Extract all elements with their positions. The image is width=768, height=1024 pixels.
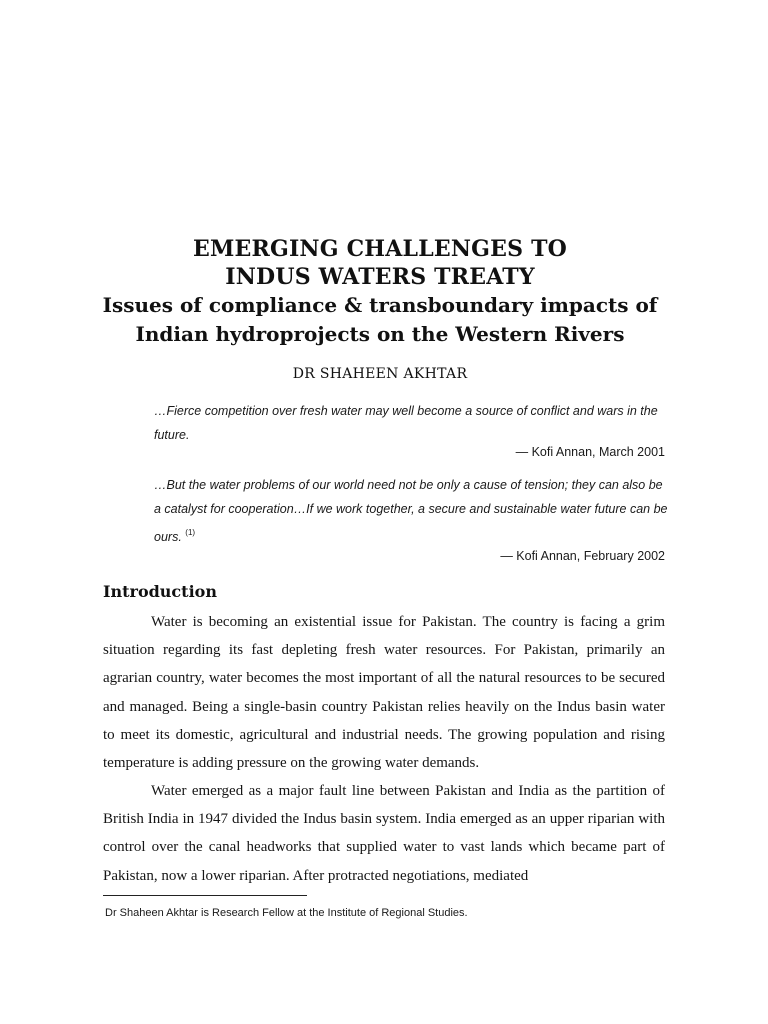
subtitle-line-1: Issues of compliance & transboundary impacts of	[102, 293, 658, 317]
footnote-divider	[103, 895, 307, 896]
epigraph-1-text: …Fierce competition over fresh water may well become a source of conflict and wars in the future.	[154, 404, 658, 442]
paragraph-2: Water emerged as a major fault line between Pakistan and India as the partition of British India in 1947 divided the Indus basin system. India emerged as an upper riparian with control over the canal headworks that supplied water to vast lands which became part of Pakistan, now a lower riparian. After protracted negotiations, mediated	[103, 783, 665, 884]
section-heading: Introduction	[103, 582, 217, 601]
title-line-2: INDUS WATERS TREATY	[225, 264, 535, 290]
epigraph-2-text: …But the water problems of our world need not be only a cause of tension; they can also be a catalyst for cooperation…If we work together, a secure and sustainable water future can be ours.	[154, 478, 668, 544]
footnote-marker: (1)	[185, 528, 196, 537]
footnote-text: Dr Shaheen Akhtar is Research Fellow at the Institute of Regional Studies.	[105, 907, 468, 919]
title-line-1: EMERGING CHALLENGES TO	[192, 236, 568, 262]
epigraph-1-attribution: — Kofi Annan, March 2001	[515, 445, 665, 459]
epigraph-1	[154, 399, 669, 447]
epigraph-2	[154, 473, 669, 549]
paragraph-1: Water is becoming an existential issue for Pakistan. The country is facing a grim situation regarding its fast depleting fresh water resources. For Pakistan, primarily an agrarian country, water becomes the most important of all the natural resources to be secured and managed. Being a single-basin country Pakistan relies heavily on the Indus basin water to meet its domestic, agricultural and industrial needs. The growing population and rising temperature is adding pressure on the growing water demands.	[103, 614, 665, 772]
epigraph-2-attribution: — Kofi Annan, February 2002	[500, 549, 665, 563]
author-name: DR SHAHEEN AKHTAR	[292, 366, 468, 382]
subtitle-line-2: Indian hydroprojects on the Western Rivers	[135, 322, 625, 346]
